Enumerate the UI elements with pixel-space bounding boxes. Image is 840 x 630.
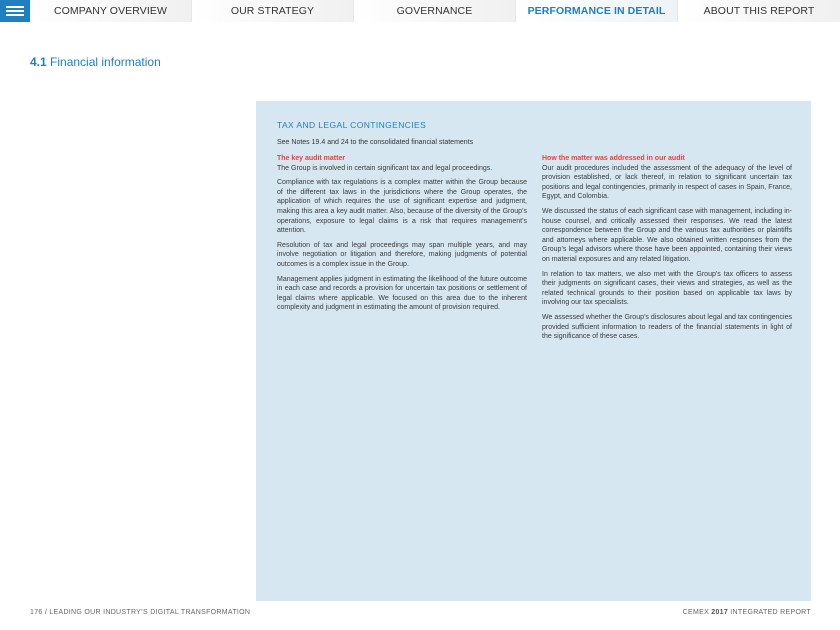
tab-company-overview[interactable]: COMPANY OVERVIEW [30, 0, 192, 22]
section-title [30, 55, 161, 69]
tab-performance-in-detail[interactable]: PERFORMANCE IN DETAIL [516, 0, 678, 22]
section-name: Financial information [50, 55, 161, 69]
key-audit-matter-column [277, 154, 527, 318]
panel-note: See Notes 19.4 and 24 to the consolidated financial statements [277, 139, 474, 146]
panel-heading: TAX AND LEGAL CONTINGENCIES [277, 120, 427, 130]
paragraph: We assessed whether the Group’s disclosures about legal and tax contingencies provided sufficient information to readers of the financial statements in light of the significance of these cases. [542, 313, 792, 341]
tab-about-this-report[interactable]: ABOUT THIS REPORT [678, 0, 840, 22]
tab-governance[interactable]: GOVERNANCE [354, 0, 516, 22]
paragraph: We discussed the status of each significant case with management, including in-house counsel, and critically assessed their responses. We read the latest correspondence between the Group and the various tax authorities or plaintiffs and attorneys where applicable. We also obtained written responses from the Group’s legal advisors where those have been appointed, containing their views on material exposures and any related litigation. [542, 207, 792, 263]
footer-brand: CEMEX [682, 609, 712, 616]
footer-report-title [683, 609, 811, 616]
audit-response-column [542, 154, 792, 347]
paragraph: Compliance with tax regulations is a complex matter within the Group because of the different tax laws in the jurisdictions where the Group operates, the application of which requires the use of significant expertise and judgment, making this area a key audit matter. Also, because of the diversity of the Group’s operations, exposure to legal claims is a risk that requires management’s attention. [277, 179, 527, 235]
paragraph: The Group is involved in certain significant tax and legal proceedings. [277, 164, 493, 172]
section-number: 4.1 [30, 55, 47, 69]
footer-report-name: INTEGRATED REPORT [728, 609, 811, 616]
top-navigation [0, 0, 840, 22]
paragraph: Resolution of tax and legal proceedings may span multiple years, and may involve negotiation or litigation and therefore, making judgments of potential outcomes is a complex issue in the Group. [277, 241, 527, 268]
audit-response-heading: How the matter was addressed in our audit [542, 155, 685, 162]
footer-page-info: 176 / LEADING OUR INDUSTRY’S DIGITAL TRANSFORMATION [30, 609, 251, 616]
paragraph: Our audit procedures included the assessment of the adequacy of the level of provision established, or lack thereof, in relation to significant uncertain tax positions and legal contingencies, primarily in respect of cases in Spain, France, Egypt, and Colombia. [542, 164, 792, 201]
tab-our-strategy[interactable]: OUR STRATEGY [192, 0, 354, 22]
paragraph: In relation to tax matters, we also met with the Group’s tax officers to assess their judgments on significant cases, their views and strategies, as well as the related technical grounds to their position based on applicable tax laws by involving our tax specialists. [542, 270, 792, 307]
paragraph: Management applies judgment in estimating the likelihood of the future outcome in each case and records a provision for uncertain tax positions or settlement of legal claims where applicable. We focused on this area due to the inherent complexity and judgment in estimating the amount of provision required. [277, 275, 527, 312]
footer-year: 2017 [711, 609, 729, 616]
key-audit-matter-heading: The key audit matter [277, 155, 346, 162]
hamburger-menu-icon[interactable] [0, 0, 30, 22]
tax-legal-contingencies-panel [256, 101, 811, 601]
